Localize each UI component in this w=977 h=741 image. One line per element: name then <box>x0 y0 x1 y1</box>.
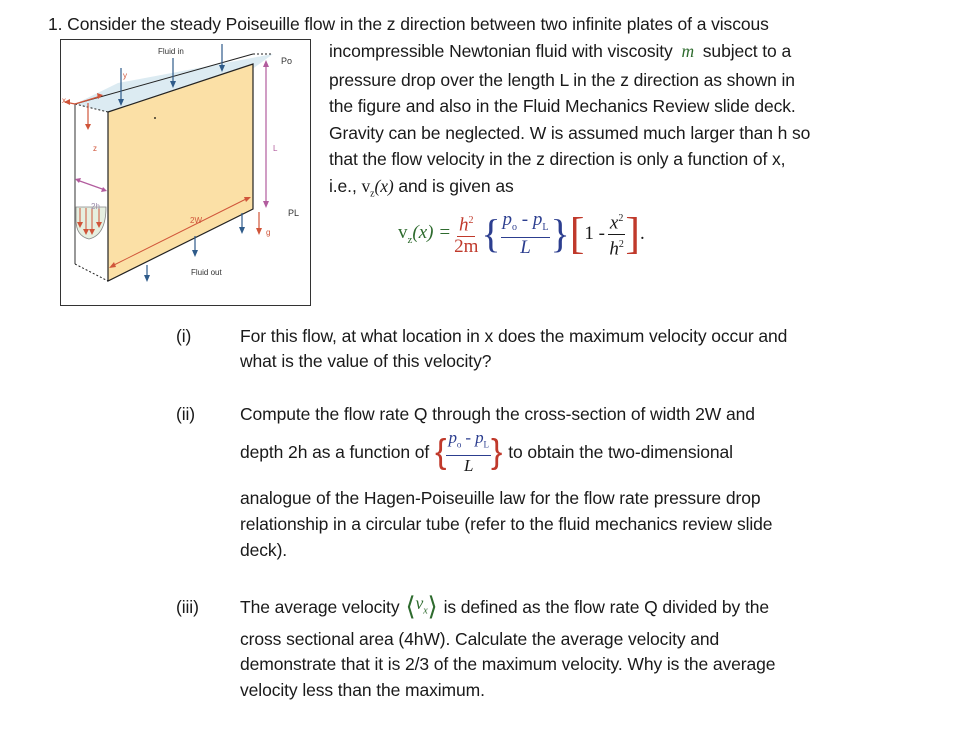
question-ii-line5: deck). <box>240 540 288 560</box>
eq-v: v <box>398 222 408 244</box>
question-iii-label: (iii) <box>176 597 199 617</box>
x-axis-label: x <box>62 96 66 105</box>
question-ii-label: (ii) <box>176 404 196 424</box>
pl-label: PL <box>288 208 300 218</box>
question-ii-line3: analogue of the Hagen-Poiseuille law for the flow rate pressure drop <box>240 488 761 508</box>
2h-label: 2h <box>91 202 100 211</box>
z-axis-label: z <box>93 144 97 153</box>
eq-p0: p <box>502 208 513 230</box>
question-iii-line4: velocity less than the maximum. <box>240 680 485 700</box>
fluid-in-label: Fluid in <box>158 47 184 56</box>
eq-x-exp: 2 <box>618 213 624 225</box>
p0-label: Po <box>281 56 293 66</box>
intro-text: subject to a <box>702 41 792 61</box>
eq-p0-sub: o <box>512 221 518 233</box>
question-i-line1: For this flow, at what location in x does the maximum velocity occur and <box>240 326 788 346</box>
avg-left-angle: ⟨ <box>405 592 416 621</box>
eq-v-sub: z <box>407 233 413 246</box>
vz-arg: (x) <box>374 176 394 196</box>
avg-v: v <box>415 592 424 613</box>
viscosity-symbol: m <box>681 41 695 61</box>
eq-minus: - <box>517 208 533 230</box>
question-iii-line1 <box>240 590 769 624</box>
gravity-arrow-icon <box>256 212 262 235</box>
eq-2m: 2m <box>454 235 479 257</box>
q2-right-brace: } <box>490 433 503 471</box>
intro-line-3: pressure drop over the length L in the z direction as shown in <box>329 70 795 90</box>
eq-h: h <box>458 214 469 236</box>
problem-intro-line1 <box>48 11 769 37</box>
fluid-out-label: Fluid out <box>191 268 222 277</box>
eq-arg: (x) = <box>412 222 452 244</box>
intro-text: i.e., <box>329 176 362 196</box>
eq-pl: p <box>532 208 543 230</box>
intro-line-2 <box>329 38 791 64</box>
eq-one-minus: 1 - <box>584 223 605 244</box>
length-arrow-icon <box>263 60 269 208</box>
intro-line-6: that the flow velocity in the z direction is only a function of x, <box>329 149 786 169</box>
question-ii-line4: relationship in a circular tube (refer to the fluid mechanics review slide <box>240 514 773 534</box>
q2-pl-sub: L <box>483 439 489 450</box>
L-label: L <box>273 144 278 153</box>
eq-h-exp: 2 <box>468 215 474 227</box>
q2-left-brace: { <box>435 433 447 471</box>
eq-x: x <box>609 212 619 234</box>
q2-p0: p <box>448 428 457 448</box>
eq-h-den: h <box>609 237 619 259</box>
g-label: g <box>266 228 271 237</box>
vz-v: v <box>361 176 371 196</box>
right-brace: } <box>550 211 570 256</box>
q2-pl: p <box>475 428 484 448</box>
eq-pl-sub: L <box>542 221 549 233</box>
velocity-equation <box>398 206 645 262</box>
intro-text: incompressible Newtonian fluid with viscosity <box>329 41 673 61</box>
eq-x2-over-h2 <box>608 209 625 259</box>
velocity-profile-icon <box>76 207 106 239</box>
eq-period: . <box>640 223 645 244</box>
intro-line-4: the figure and also in the Fluid Mechanics Review slide deck. <box>329 96 796 116</box>
eq-h2-over-2m <box>454 211 478 256</box>
y-axis-label: y <box>123 71 127 80</box>
q3-text: The average velocity <box>240 597 400 617</box>
q2-L: L <box>464 455 474 475</box>
2w-label: 2W <box>190 216 202 225</box>
vz-symbol <box>361 176 394 200</box>
left-bracket: [ <box>569 209 585 258</box>
right-bracket: ] <box>625 209 641 258</box>
gap-arrow-icon <box>75 178 107 192</box>
eq-L: L <box>520 237 531 259</box>
question-iii-line3: demonstrate that it is 2/3 of the maximum velocity. Why is the average <box>240 654 776 674</box>
avg-right-angle: ⟩ <box>427 592 438 621</box>
question-ii-line2 <box>240 429 733 475</box>
q2-text: depth 2h as a function of <box>240 442 430 462</box>
question-i-label: (i) <box>176 326 192 346</box>
intro-text: and is given as <box>393 176 514 196</box>
q2-p0-sub: o <box>456 439 462 450</box>
q2-minus: - <box>461 428 476 448</box>
q2-pressure-gradient <box>446 428 491 475</box>
q2-text: to obtain the two-dimensional <box>508 442 733 462</box>
eq-h-den-exp: 2 <box>618 238 624 250</box>
avg-velocity-symbol <box>416 590 428 625</box>
vz-sub: z <box>370 188 375 200</box>
intro-line-5: Gravity can be neglected. W is assumed much larger than h so <box>329 123 811 143</box>
poiseuille-flow-figure <box>60 39 311 306</box>
eq-pressure-gradient <box>501 210 551 259</box>
q3-text: is defined as the flow rate Q divided by the <box>443 597 769 617</box>
question-ii-line1: Compute the flow rate Q through the cross-section of width 2W and <box>240 404 755 424</box>
left-brace: { <box>481 211 501 256</box>
plates-diagram <box>61 40 309 304</box>
eq-lhs <box>398 222 451 246</box>
intro-text: Consider the steady Poiseuille flow in the z direction between two infinite plates of a viscous <box>67 14 769 34</box>
question-i-line2: what is the value of this velocity? <box>240 351 492 371</box>
question-iii-line2: cross sectional area (4hW). Calculate the average velocity and <box>240 629 720 649</box>
intro-line-7 <box>329 173 514 208</box>
avg-v-sub: x <box>423 605 428 617</box>
problem-number: 1. <box>48 14 63 34</box>
